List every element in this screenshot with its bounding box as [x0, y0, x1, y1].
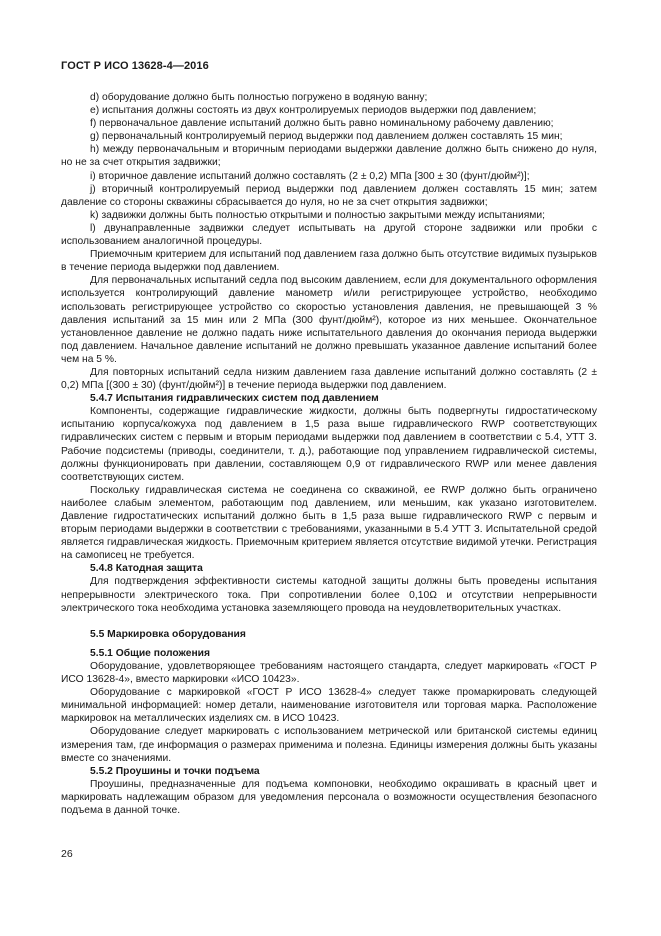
section-heading-5-4-7: 5.4.7 Испытания гидравлических систем под давлением	[90, 393, 379, 405]
document-body	[61, 91, 597, 817]
body-paragraph: Для повторных испытаний седла низким давлением газа давление испытаний должно составлять (2 ± 0,2) МПа [(300 ± 30) (фунт/дюйм²)] в течение периода выдержки под давлением.	[61, 366, 597, 392]
document-header: ГОСТ Р ИСО 13628-4—2016	[61, 60, 209, 72]
body-paragraph: Оборудование следует маркировать с использованием метрической или британской системы единиц измерения там, где информация о размерах применима и полезна. Единицы измерения должны быть указаны вместе со значениями.	[61, 726, 597, 764]
list-item-e: e) испытания должны состоять из двух контролируемых периодов выдержки под давлением;	[90, 105, 537, 117]
section-heading-5-5-1: 5.5.1 Общие положения	[90, 647, 210, 659]
list-item-h: h) между первоначальным и вторичным периодами выдержки давление должно быть снижено до нуля, но не за счет открытия задвижки;	[61, 144, 597, 169]
list-item-l: l) двунаправленные задвижки следует испытывать на другой стороне задвижки или пробки с использованием аналогичной процедуры.	[61, 222, 597, 248]
section-heading-5-5-2: 5.5.2 Проушины и точки подъема	[90, 765, 260, 777]
page-number: 26	[61, 848, 73, 860]
list-item-d: d) оборудование должно быть полностью погружено в водяную ванну;	[90, 92, 428, 103]
body-paragraph: Оборудование, удовлетворяющее требованиям настоящего стандарта, следует маркировать «ГОСТ Р ИСО 13628-4», вместо маркировки «ИСО 10423».	[61, 660, 597, 686]
body-paragraph: Для первоначальных испытаний седла под высоким давлением, если для документального оформления используется контролирующий давление манометр и/или регистрирующее устройство, необходимо использовать регистрирующее устройство со скоростью установления давления, не превышающей 3 % давления испытаний за 15 мин или 2 МПа (300 фунт/дюйм²), которое из них меньшее. Окончательное установленное давление не должно падать ниже испытательного давления до окончания периода выдержки под давлением. Начальное давление испытаний не должно превышать указанное давление испытаний более чем на 5 %.	[61, 275, 597, 365]
body-paragraph: Проушины, предназначенные для подъема компоновки, необходимо окрашивать в красный цвет и маркировать надлежащим образом для уведомления персонала о возможности осуществления безопасного подъема в данной точке.	[61, 778, 597, 816]
body-paragraph: Компоненты, содержащие гидравлические жидкости, должны быть подвергнуты гидростатическому испытанию корпуса/кожуха под давлением в 1,5 раза выше гидравлического RWP соответствующих гидравлических систем с первым и вторым периодами выдержки под давлением в соответствии с 5.4, УТТ 3. Рабочие подсистемы (приводы, соединители, т. д.), работающие под управлением гидравлической системы, должны функционировать при давлении, составляющем 0,9 от гидравлического RWP или менее давления соответствующих систем.	[61, 406, 597, 483]
list-item-i: i) вторичное давление испытаний должно составлять (2 ± 0,2) МПа [300 ± 30 (фунт/дюйм²)];	[90, 170, 530, 182]
body-paragraph: Для подтверждения эффективности системы катодной защиты должны быть проведены испытания непрерывности электрического тока. При сопротивлении более 0,10Ω и отсутствии непрерывности электрического тока необходима установка заземляющего провода на неудовлетворительных участках.	[61, 576, 597, 614]
list-item-j: j) вторичный контролируемый период выдержки под давлением должен составлять 15 мин; затем давление со стороны скважины сбрасывается до нуля, но не за счет открытия задвижки;	[61, 183, 597, 208]
section-heading-5-4-8: 5.4.8 Катодная защита	[90, 563, 203, 575]
list-item-k: k) задвижки должны быть полностью открытыми и полностью закрытыми между испытаниями;	[90, 209, 545, 221]
body-paragraph: Приемочным критерием для испытаний под давлением газа должно быть отсутствие видимых пузырьков в течение периода выдержки под давлением.	[61, 249, 597, 274]
list-item-g: g) первоначальный контролируемый период выдержки под давлением должен составлять 15 мин;	[90, 131, 563, 143]
section-heading-5-5: 5.5 Маркировка оборудования	[90, 628, 246, 640]
body-paragraph: Поскольку гидравлическая система не соединена со скважиной, ее RWP должно быть ограничено наиболее слабым элементом, работающим под давлением, или меньшим, как указано изготовителем. Давление гидростатических испытаний должно быть в 1,5 раза выше гидравлического RWP с первым и вторым периодами выдержки в соответствии с требованиями, указанными в 5.4 УТТ 3. Испытательной средой является гидравлическая жидкость. Приемочным критерием является отсутствие видимой утечки. Регистрация на самописец не требуется.	[61, 484, 597, 562]
list-item-f: f) первоначальное давление испытаний должно быть равно номинальному рабочему давлению;	[90, 118, 554, 130]
body-paragraph: Оборудование с маркировкой «ГОСТ Р ИСО 13628-4» следует также промаркировать следующей минимальной информацией: номер детали, наименование изготовителя или торговая марка. Расположение маркировок на металлических изделиях см. в ИСО 10423.	[61, 687, 597, 725]
